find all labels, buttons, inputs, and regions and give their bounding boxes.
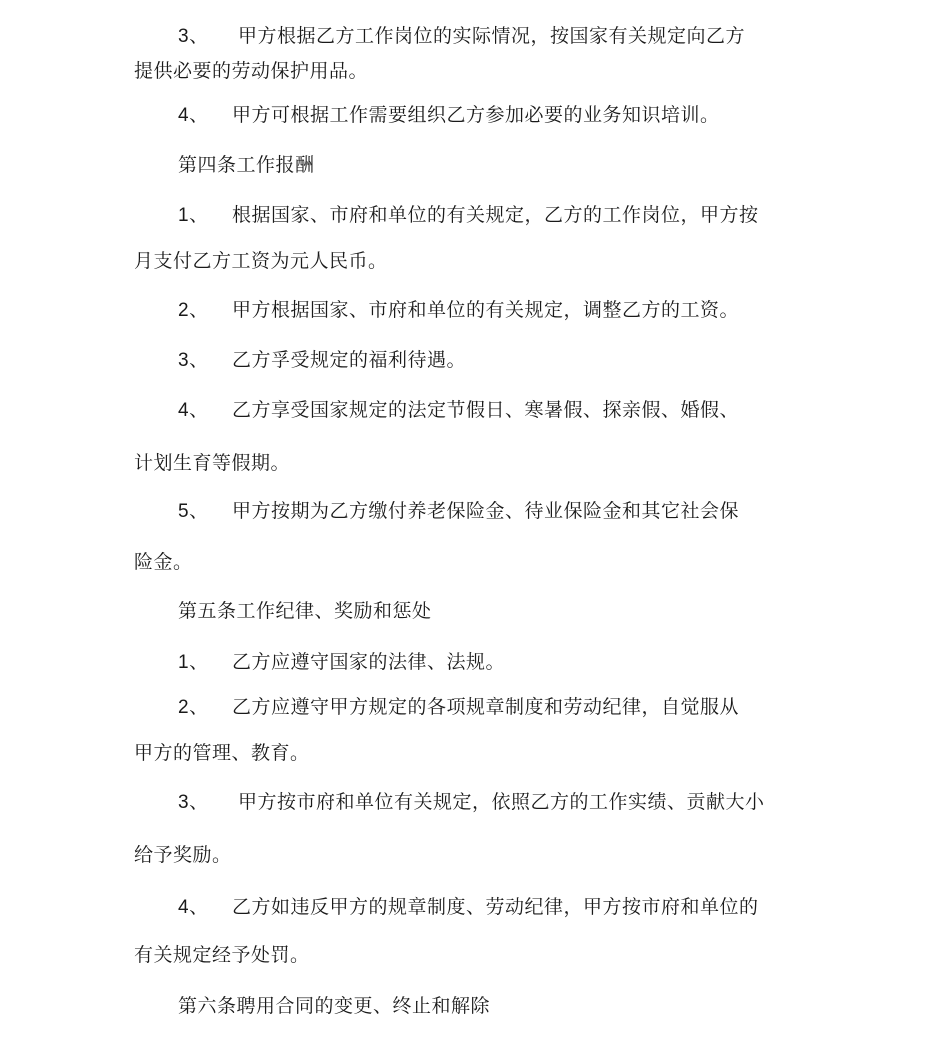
clause-text: 甲方的管理、教育。 [134, 742, 310, 764]
clause-text: 计划生育等假期。 [134, 452, 291, 474]
clause-text: 乙方享受国家规定的法定节假日、寒暑假、探亲假、婚假、 [232, 399, 740, 421]
art5-clause-4-line-1 [178, 895, 759, 920]
clause-text: 甲方根据乙方工作岗位的实际情况，按国家有关规定向乙方 [238, 25, 746, 47]
art4-clause-1-line-2 [134, 249, 388, 273]
clause-number: 1、 [178, 205, 209, 226]
clause-text: 乙方应遵守国家的法律、法规。 [232, 651, 506, 673]
clause-text: 乙方应遵守甲方规定的各项规章制度和劳动纪律，自觉服从 [232, 696, 740, 718]
clause-text: 给予奖励。 [134, 844, 232, 866]
clause-text: 月支付乙方工资为元人民币。 [134, 250, 388, 272]
art4-clause-3 [178, 348, 466, 373]
art4-clause-4-line-1 [178, 398, 739, 423]
clause-number: 4、 [178, 400, 209, 421]
clause-3-line-2 [134, 59, 368, 83]
clause-text: 甲方可根据工作需要组织乙方参加必要的业务知识培训。 [232, 104, 720, 126]
heading-text: 第四条工作报酬 [178, 154, 315, 176]
art4-clause-2 [178, 298, 739, 323]
clause-text: 甲方按期为乙方缴付养老保险金、待业保险金和其它社会保 [232, 500, 740, 522]
clause-text: 提供必要的劳动保护用品。 [134, 60, 369, 82]
art5-clause-2-line-1 [178, 695, 739, 720]
art5-clause-1 [178, 650, 505, 675]
art4-clause-5-line-2 [134, 550, 193, 574]
clause-number: 2、 [178, 697, 209, 718]
art5-clause-4-line-2 [134, 943, 310, 967]
art5-clause-2-line-2 [134, 741, 310, 765]
clause-number: 3、 [178, 350, 209, 371]
clause-number: 5、 [178, 501, 209, 522]
clause-text: 甲方根据国家、市府和单位的有关规定，调整乙方的工资。 [232, 299, 740, 321]
article-5-heading [178, 599, 432, 623]
clause-text: 甲方按市府和单位有关规定，依照乙方的工作实绩、贡献大小 [238, 791, 765, 813]
clause-number: 3、 [178, 26, 209, 47]
clause-text: 有关规定经予处罚。 [134, 944, 310, 966]
heading-text: 第五条工作纪律、奖励和惩处 [178, 600, 432, 622]
clause-number: 1、 [178, 652, 209, 673]
clause-number: 3、 [178, 792, 209, 813]
art4-clause-5-line-1 [178, 499, 739, 524]
art5-clause-3-line-2 [134, 843, 232, 867]
heading-text: 第六条聘用合同的变更、终止和解除 [178, 995, 491, 1017]
art4-clause-4-line-2 [134, 451, 290, 475]
clause-number: 2、 [178, 300, 209, 321]
art4-clause-1-line-1 [178, 203, 759, 228]
clause-text: 乙方如违反甲方的规章制度、劳动纪律，甲方按市府和单位的 [232, 896, 759, 918]
clause-text: 根据国家、市府和单位的有关规定，乙方的工作岗位，甲方按 [232, 204, 759, 226]
clause-4-line-1 [178, 103, 720, 128]
clause-text: 险金。 [134, 551, 193, 573]
article-6-heading [178, 994, 490, 1018]
art5-clause-3-line-1 [178, 790, 765, 815]
clause-number: 4、 [178, 897, 209, 918]
article-4-heading [178, 153, 315, 177]
clause-3-line-1 [178, 24, 745, 49]
clause-text: 乙方孚受规定的福利待遇。 [232, 349, 467, 371]
clause-number: 4、 [178, 105, 209, 126]
